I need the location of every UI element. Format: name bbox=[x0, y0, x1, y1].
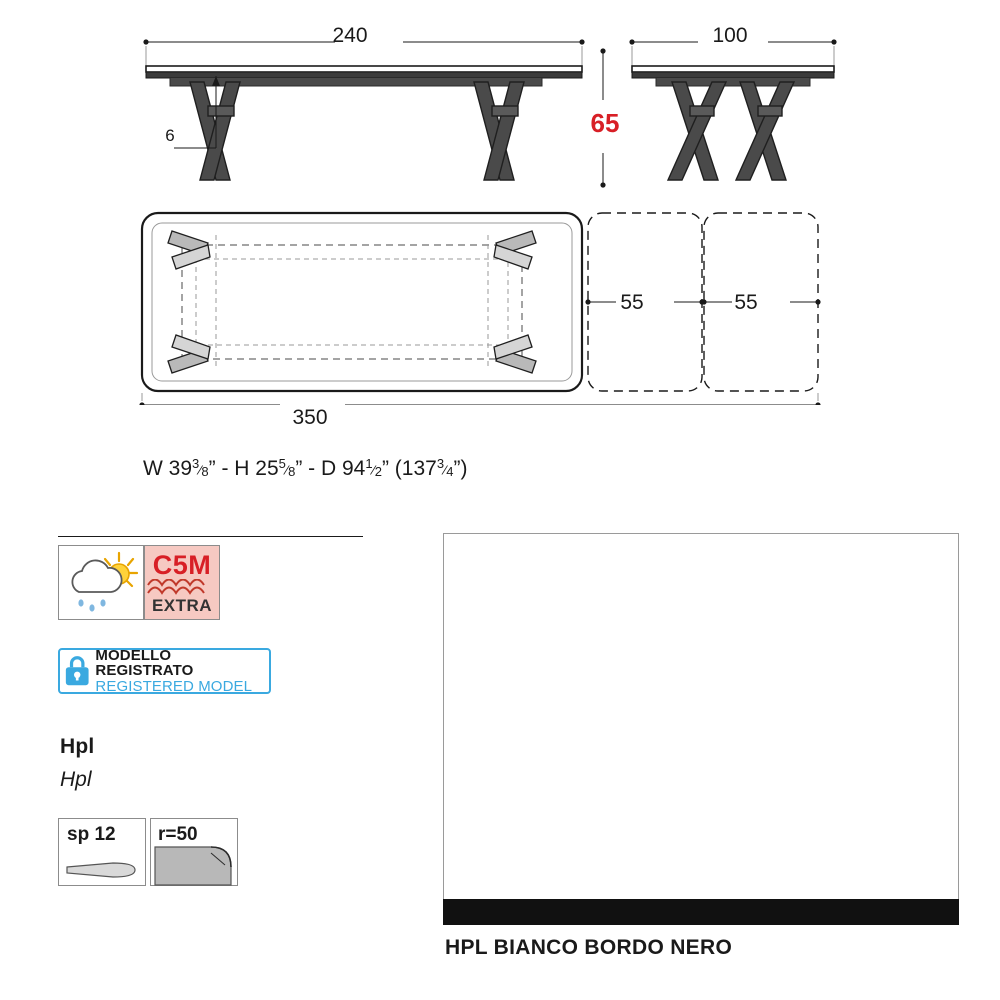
dimension-front-width: 240 bbox=[332, 24, 368, 47]
imperial-paren-open: (137 bbox=[394, 457, 437, 481]
dimension-plan-length: 350 bbox=[292, 406, 328, 429]
imperial-h-prefix: - H 25 bbox=[221, 457, 279, 481]
corrosion-wave-icon bbox=[146, 579, 218, 597]
dimension-top-thickness: 6 bbox=[165, 126, 175, 145]
thickness-label: sp 12 bbox=[67, 824, 116, 845]
thickness-icon-box bbox=[58, 818, 146, 886]
imperial-w-den: 8 bbox=[201, 463, 209, 479]
material-name-en: Hpl bbox=[60, 735, 95, 758]
lock-icon bbox=[63, 654, 91, 688]
imperial-d-prefix: - D 94 bbox=[308, 457, 366, 481]
registered-model-en: REGISTERED MODEL bbox=[95, 677, 253, 695]
dimension-side-width: 100 bbox=[712, 24, 748, 47]
material-sample-swatch bbox=[443, 533, 959, 925]
imperial-h-den: 8 bbox=[288, 463, 296, 479]
dimension-extension-1: 55 bbox=[620, 291, 644, 314]
material-name-it: Hpl bbox=[60, 768, 92, 791]
dimension-height: 65 bbox=[590, 108, 620, 138]
front-view-drawing bbox=[130, 20, 610, 210]
weather-sun-rain-icon bbox=[59, 546, 143, 619]
imperial-dimensions-line: W $39^3⁄_8$” - H $25^5⁄_8$” - D $94^1⁄_2$” $(137^3⁄_4”)$ bbox=[143, 456, 468, 481]
imperial-d-den: 2 bbox=[374, 463, 382, 479]
registered-model-badge bbox=[58, 648, 271, 694]
c5m-extra-label: EXTRA bbox=[151, 595, 213, 615]
radius-label: r=50 bbox=[158, 824, 198, 845]
imperial-h-num: 5 bbox=[278, 456, 286, 471]
section-divider bbox=[58, 536, 363, 537]
imperial-w-num: 3 bbox=[192, 456, 200, 471]
sample-face bbox=[444, 534, 958, 924]
imperial-paren-close: ) bbox=[460, 457, 468, 481]
imperial-p-den: 4 bbox=[446, 463, 454, 479]
edge-profile-icon bbox=[63, 851, 143, 883]
sample-caption: HPL BIANCO BORDO NERO bbox=[445, 936, 733, 959]
radius-icon-box bbox=[150, 818, 238, 886]
imperial-p-num: 3 bbox=[436, 456, 445, 471]
imperial-w-prefix: W 39 bbox=[143, 457, 193, 481]
registered-model-it: MODELLO REGISTRATO bbox=[95, 647, 194, 680]
side-view-drawing bbox=[620, 20, 845, 210]
corner-radius-icon bbox=[151, 845, 239, 887]
weather-resistance-icon-box bbox=[58, 545, 144, 620]
c5m-extra-icon-box bbox=[144, 545, 220, 620]
sample-black-edge bbox=[443, 899, 959, 925]
imperial-d-num: 1 bbox=[365, 456, 373, 471]
dimension-extension-2: 55 bbox=[734, 291, 758, 314]
c5m-label: C5M bbox=[152, 549, 212, 580]
